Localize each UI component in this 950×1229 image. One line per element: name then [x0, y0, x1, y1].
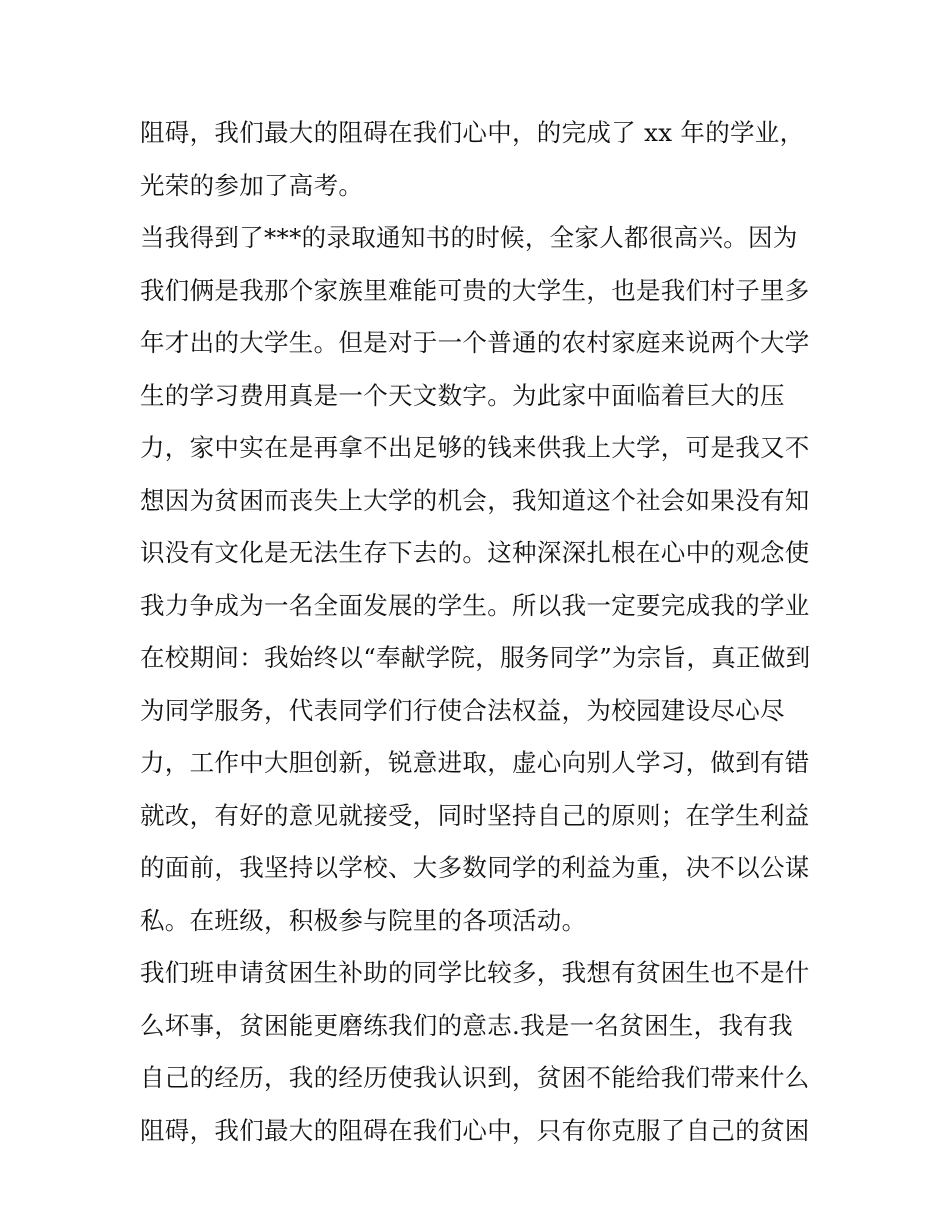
- text-line-8: 想因为贫困而丧失上大学的机会，我知道这个社会如果没有知: [140, 485, 810, 515]
- body-text: [140, 107, 820, 1157]
- text-line-15: 的面前，我坚持以学校、大多数同学的利益为重，决不以公谋: [140, 853, 810, 882]
- text-line-13: 力，工作中大胆创新，锐意进取，虚心向别人学习，做到有错: [140, 748, 810, 777]
- text-line-16: 私。在班级，积极参与院里的各项活动。: [140, 905, 587, 935]
- text-line-18: 么坏事，贫困能更磨练我们的意志.我是一名贫困生，我有我: [140, 1010, 793, 1040]
- text-line-1: 阻碍，我们最大的阻碍在我们心中，的完成了 xx 年的学业，: [140, 118, 805, 147]
- text-line-11: 在校期间：我始终以“奉献学院，服务同学”为宗旨，真正做到: [140, 643, 811, 672]
- text-line-9: 识没有文化是无法生存下去的。这种深深扎根在心中的观念使: [140, 538, 810, 567]
- text-line-19: 自己的经历，我的经历使我认识到，贫困不能给我们带来什么: [140, 1063, 810, 1092]
- text-line-14: 就改，有好的意见就接受，同时坚持自己的原则；在学生利益: [140, 800, 810, 830]
- text-line-2: 光荣的参加了高考。: [140, 170, 364, 200]
- text-line-7: 力，家中实在是再拿不出足够的钱来供我上大学，可是我又不: [140, 433, 810, 462]
- text-line-6: 生的学习费用真是一个天文数字。为此家中面临着巨大的压: [140, 380, 785, 410]
- text-line-3: 当我得到了***的录取通知书的时候，全家人都很高兴。因为: [140, 223, 798, 252]
- text-line-4: 我们俩是我那个家族里难能可贵的大学生，也是我们村子里多: [140, 275, 810, 305]
- text-line-5: 年才出的大学生。但是对于一个普通的农村家庭来说两个大学: [140, 328, 810, 357]
- text-line-17: 我们班申请贫困生补助的同学比较多，我想有贫困生也不是什: [140, 958, 810, 987]
- text-line-20: 阻碍，我们最大的阻碍在我们心中，只有你克服了自己的贫困: [140, 1115, 810, 1145]
- text-line-12: 为同学服务，代表同学们行使合法权益，为校园建设尽心尽: [140, 695, 785, 725]
- text-line-10: 我力争成为一名全面发展的学生。所以我一定要完成我的学业: [140, 590, 810, 620]
